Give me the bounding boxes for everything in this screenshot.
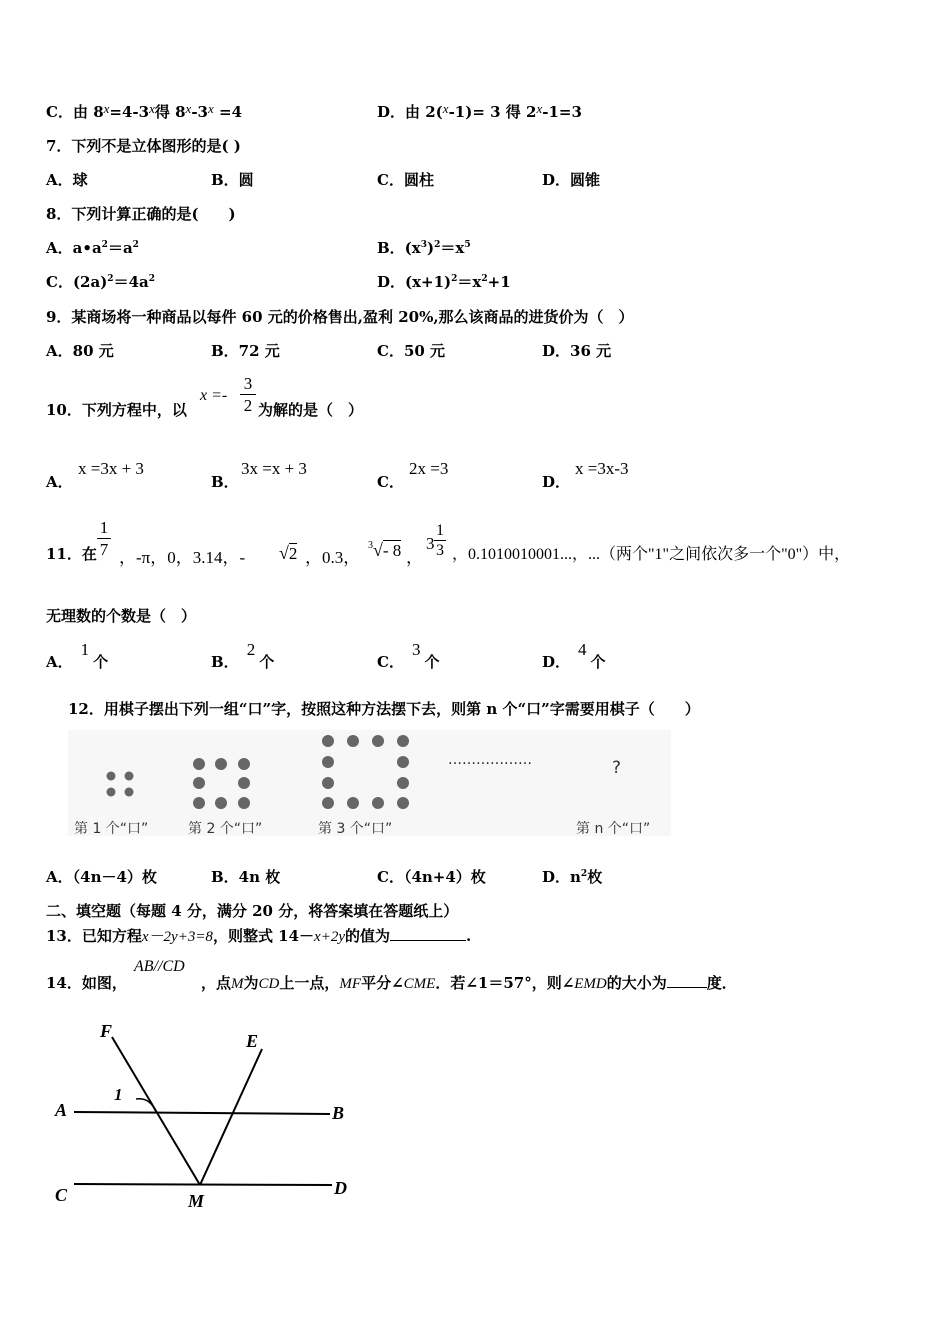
q12-pattern-figure (68, 730, 671, 836)
q8-stem: 8．下列计算正确的是( ) (46, 205, 236, 223)
q8-option-d: D．$(x+1)^2=x^2+1$ (377, 273, 511, 291)
angle-1-arc (136, 1099, 156, 1112)
q10-option-b-eq: 3x =x + 3 (241, 459, 307, 478)
q10-x-eq: x =- (200, 387, 228, 404)
q7-option-a: A．球 (46, 171, 88, 189)
q10-stem-pre: 10．下列方程中，以 (46, 401, 187, 419)
q7-option-b: B．圆 (211, 171, 254, 189)
q7-stem: 7．下列不是立体图形的是( ) (46, 137, 241, 155)
q8-option-a: A．$a•a^2=a^2$ (46, 239, 139, 257)
pattern-3-stones (322, 735, 409, 809)
q12-stem: 12．用棋子摆出下列一组“口”字，按照这种方法摆下去，则第 n 个“口”字需要用棋子（ ） (68, 700, 700, 718)
label-a: A (55, 1100, 68, 1120)
ray-me (200, 1049, 262, 1185)
q12-question-mark: ? (612, 758, 622, 778)
q12-option-b: B．4n 枚 (211, 868, 281, 886)
q10-option-a-label: A． (46, 473, 73, 491)
q11-list-part-4: ，0.1010010001...，...（两个"1"之间依次多一个"0"）中， (452, 546, 851, 563)
q6-option-d: D．由 2($^x$-1)= 3 得 $2^x-1=3$ (377, 101, 582, 121)
q12-option-c: C．（4n+4）枚 (377, 868, 486, 886)
q11-list-part-3: ， (406, 548, 423, 567)
label-f: F (100, 1021, 113, 1041)
pattern-2-stones (193, 758, 250, 809)
line-cd (74, 1184, 332, 1185)
q11-fraction-1-7: 1 7 (97, 518, 111, 559)
q11-line-2: 无理数的个数是（ ） (46, 607, 197, 625)
q11-mixed-whole: 3 (426, 534, 435, 553)
q12-option-a: A．（4n－4）枚 (46, 868, 157, 886)
q9-stem: 9．某商场将一种商品以每件 60 元的价格售出,盈利 20%,那么该商品的进货价为（ ） (46, 308, 634, 326)
q7-option-c: C．圆柱 (377, 171, 434, 189)
q11-option-c: C．3个 (377, 640, 440, 671)
q11-option-d: D．4个 (542, 640, 606, 671)
q10-option-d-eq: x =3x-3 (575, 459, 629, 478)
pattern-1-stones (107, 772, 134, 797)
q14-condition: AB//CD (134, 958, 185, 975)
label-m: M (188, 1191, 205, 1211)
q10-fraction: 3 2 (240, 374, 256, 415)
q8-option-b: B．$(x^3)^2=x^5$ (377, 239, 471, 257)
q14-text: ，点M为CD上一点，MF平分∠CME．若∠1＝57°，则∠EMD的大小为 度． (201, 974, 737, 992)
q13-answer-blank (390, 940, 466, 941)
q9-option-d: D．36 元 (542, 342, 612, 360)
label-d: D (334, 1178, 347, 1198)
q11-sqrt-2: √2 (279, 543, 298, 563)
q11-prefix: 11．在 (46, 545, 97, 563)
q10-option-b-label: B． (211, 473, 239, 491)
q12-caption-n: 第 n 个“口” (576, 821, 651, 837)
q12-option-d: D．$n^2$枚 (542, 868, 603, 886)
q11-list-part-2: ，0.3， (305, 548, 361, 567)
q11-mixed-fraction: 1 3 (436, 522, 444, 559)
q12-caption-1: 第 1 个“口” (74, 821, 149, 837)
q6-option-c: C．由 $8^x=4-3^x$得 8$^x$-3$^x$ =4 (46, 101, 243, 121)
q14-prefix: 14．如图， (46, 974, 127, 992)
q9-option-c: C．50 元 (377, 342, 446, 360)
q14-answer-blank (667, 987, 707, 988)
label-b: B (332, 1103, 345, 1123)
q12-caption-2: 第 2 个“口” (188, 821, 263, 837)
q11-option-b: B．2个 (211, 640, 275, 671)
label-e: E (246, 1031, 259, 1051)
q10-option-a-eq: x =3x + 3 (78, 459, 144, 478)
q10-option-c-label: C． (377, 473, 404, 491)
q11-option-a: A．1个 (46, 640, 109, 671)
q11-cbrt-minus-8: $^3$√- 8 (368, 540, 402, 560)
q14-geometry-figure (40, 1015, 370, 1215)
q12-ellipsis: ……………… (448, 752, 532, 768)
q9-option-b: B．72 元 (211, 342, 280, 360)
q13-text: 13．已知方程x－2y+3=8，则整式 14－x+2y的值为 . (46, 927, 472, 945)
q10-option-c-eq: 2x =3 (409, 459, 449, 478)
label-c: C (55, 1185, 68, 1205)
q10-stem-post: 为解的是（ ） (258, 401, 364, 419)
q12-caption-3: 第 3 个“口” (318, 821, 393, 837)
section-2-title: 二、填空题（每题 4 分，满分 20 分，将答案填在答题纸上） (46, 902, 459, 920)
q10-option-d-label: D． (542, 473, 571, 491)
q11-list-part-1: ，-π，0，3.14，- (119, 548, 246, 567)
label-angle-1: 1 (114, 1085, 123, 1104)
line-ab (74, 1112, 330, 1114)
q8-option-c: C．$(2a)^2=4a^2$ (46, 273, 155, 291)
q7-option-d: D．圆锥 (542, 171, 601, 189)
q9-option-a: A．80 元 (46, 342, 114, 360)
